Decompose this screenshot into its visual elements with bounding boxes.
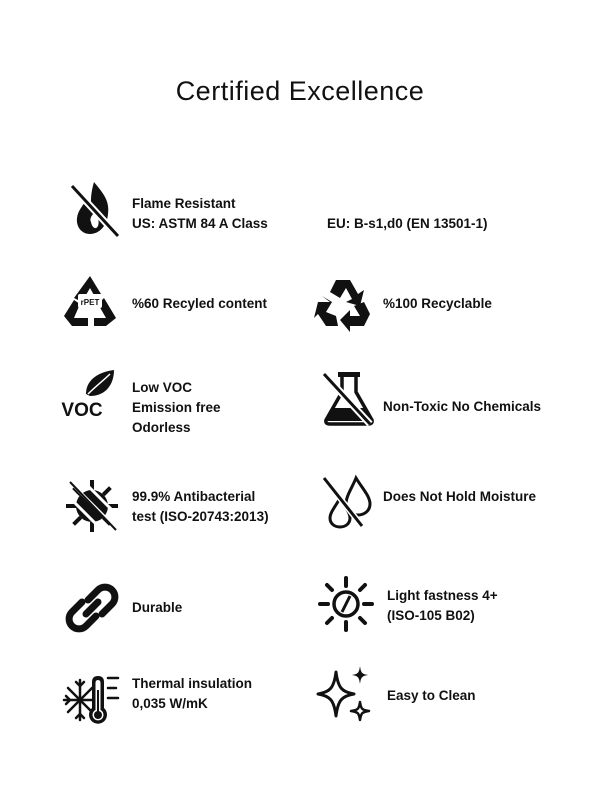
no-moisture-label: Does Not Hold Moisture	[383, 489, 537, 504]
sun-light-icon	[316, 574, 376, 634]
thermal-insulation-line2: 0,035 W/mK	[132, 696, 208, 711]
antibacterial-line2: test (ISO-20743:2013)	[132, 509, 269, 524]
flame-resistant-eu: EU: B-s1,d0 (EN 13501-1)	[327, 216, 488, 231]
durable-label: Durable	[132, 600, 183, 615]
antibacterial-line1: 99.9% Antibacterial	[132, 489, 256, 504]
rpet-label: rPET	[80, 298, 100, 307]
recycled-content-label: %60 Recyled content	[132, 296, 268, 311]
chain-link-icon	[62, 578, 122, 638]
no-chemicals-flask-icon	[318, 368, 378, 428]
antibacterial-icon	[62, 476, 122, 536]
low-voc-line3: Odorless	[132, 420, 191, 435]
flame-resistant-us: US: ASTM 84 A Class	[132, 216, 268, 231]
page-title: Certified Excellence	[175, 76, 425, 107]
voc-label: VOC	[61, 400, 103, 421]
sparkle-clean-icon	[314, 664, 374, 724]
low-voc-line1: Low VOC	[132, 380, 192, 395]
recyclable-label: %100 Recyclable	[383, 296, 492, 311]
flame-resistant-title: Flame Resistant	[132, 196, 236, 211]
no-moisture-icon	[318, 472, 378, 532]
light-fastness-line2: (ISO-105 B02)	[387, 608, 475, 623]
light-fastness-line1: Light fastness 4+	[387, 588, 498, 603]
easy-to-clean-label: Easy to Clean	[387, 688, 476, 703]
rpet-recycle-icon	[60, 272, 120, 332]
recycle-icon	[314, 272, 374, 332]
low-voc-line2: Emission free	[132, 400, 221, 415]
thermal-insulation-icon	[62, 670, 122, 730]
no-fire-icon	[64, 178, 124, 238]
non-toxic-label: Non-Toxic No Chemicals	[383, 399, 542, 414]
thermal-insulation-line1: Thermal insulation	[132, 676, 253, 691]
voc-leaf-icon	[58, 366, 118, 426]
